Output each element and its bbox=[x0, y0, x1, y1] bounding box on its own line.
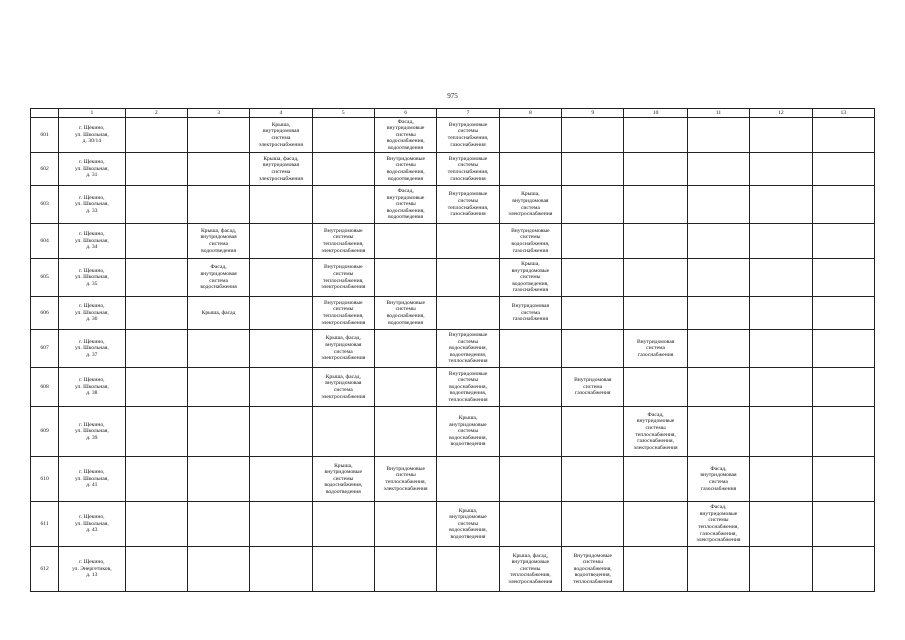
work-cell bbox=[750, 457, 812, 502]
header-row bbox=[31, 109, 875, 118]
work-cell: Внутридомовая система газоснабжения bbox=[624, 330, 687, 368]
work-cell bbox=[499, 153, 561, 186]
address-cell: г. Щекино, ул. Школьная, д. 37 bbox=[59, 330, 125, 368]
work-cell bbox=[750, 153, 812, 186]
work-cell bbox=[125, 330, 187, 368]
table-row bbox=[31, 259, 875, 297]
table-row bbox=[31, 153, 875, 186]
work-cell: Крыша, фасад, внутридомовая система водоотведения bbox=[187, 224, 249, 259]
work-cell: Фасад, внутридомовые системы водоснабжения, водоотведения bbox=[374, 118, 436, 153]
work-cell bbox=[187, 457, 249, 502]
work-cell bbox=[624, 502, 687, 547]
register-table bbox=[30, 108, 875, 592]
header-cell: 2 bbox=[125, 109, 187, 118]
header-cell: 6 bbox=[374, 109, 436, 118]
row-number-cell: 601 bbox=[31, 118, 59, 153]
work-cell bbox=[437, 457, 499, 502]
header-cell: 4 bbox=[250, 109, 312, 118]
work-cell bbox=[812, 186, 874, 224]
work-cell: Крыша, внутридомовые системы водоотведения, газоснабжения bbox=[499, 259, 561, 297]
work-cell bbox=[187, 153, 249, 186]
work-cell bbox=[437, 259, 499, 297]
work-cell bbox=[562, 224, 624, 259]
work-cell bbox=[624, 259, 687, 297]
address-cell: г. Щекино, ул. Школьная, д. 38 bbox=[59, 368, 125, 407]
work-cell bbox=[250, 457, 312, 502]
header-cell-blank bbox=[31, 109, 59, 118]
address-cell: г. Щекино, ул. Школьная, д. 31 bbox=[59, 153, 125, 186]
work-cell bbox=[562, 118, 624, 153]
work-cell: Внутридомовые системы теплоснабжения, электроснабжения bbox=[312, 259, 374, 297]
work-cell bbox=[562, 330, 624, 368]
work-cell bbox=[687, 118, 749, 153]
work-cell: Внутридомовые системы водоснабжения, водоотведения bbox=[374, 297, 436, 330]
work-cell: Крыша, фасад, внутридомовая система электроснабжения bbox=[312, 330, 374, 368]
work-cell bbox=[687, 407, 749, 457]
work-cell bbox=[562, 502, 624, 547]
row-number-cell: 602 bbox=[31, 153, 59, 186]
work-cell bbox=[812, 547, 874, 592]
work-cell bbox=[812, 118, 874, 153]
header-cell: 7 bbox=[437, 109, 499, 118]
work-cell bbox=[562, 297, 624, 330]
work-cell bbox=[499, 368, 561, 407]
work-cell bbox=[374, 368, 436, 407]
header-cell: 11 bbox=[687, 109, 749, 118]
row-number-cell: 607 bbox=[31, 330, 59, 368]
work-cell bbox=[624, 368, 687, 407]
work-cell bbox=[499, 407, 561, 457]
header-cell: 10 bbox=[624, 109, 687, 118]
header-cell: 5 bbox=[312, 109, 374, 118]
work-cell bbox=[187, 118, 249, 153]
header-cell: 1 bbox=[59, 109, 125, 118]
work-cell bbox=[187, 547, 249, 592]
work-cell: Фасад, внутридомовая система водоснабжения bbox=[187, 259, 249, 297]
work-cell bbox=[437, 297, 499, 330]
header-cell: 3 bbox=[187, 109, 249, 118]
work-cell bbox=[750, 224, 812, 259]
work-cell bbox=[312, 407, 374, 457]
table-row bbox=[31, 457, 875, 502]
work-cell: Внутридомовые системы водоснабжения, водоотведения, теплоснабжения bbox=[437, 368, 499, 407]
work-cell bbox=[687, 547, 749, 592]
work-cell bbox=[125, 224, 187, 259]
work-cell: Внутридомовые системы теплоснабжения, газоснабжения bbox=[437, 153, 499, 186]
address-cell: г. Щекино, ул. Энергетиков, д. 13 bbox=[59, 547, 125, 592]
work-cell bbox=[125, 118, 187, 153]
work-cell bbox=[812, 297, 874, 330]
work-cell bbox=[624, 153, 687, 186]
table-row bbox=[31, 547, 875, 592]
work-cell bbox=[562, 186, 624, 224]
work-cell bbox=[374, 330, 436, 368]
address-cell: г. Щекино, ул. Школьная, д. 36 bbox=[59, 297, 125, 330]
work-cell bbox=[750, 407, 812, 457]
work-cell: Внутридомовая система газоснабжения bbox=[562, 368, 624, 407]
row-number-cell: 603 bbox=[31, 186, 59, 224]
work-cell bbox=[125, 457, 187, 502]
work-cell bbox=[624, 118, 687, 153]
work-cell bbox=[624, 297, 687, 330]
work-cell: Внутридомовые системы водоснабжения, водоотведения, теплоснабжения bbox=[562, 547, 624, 592]
work-cell: Крыша, внутридомовая система электроснабжения bbox=[499, 186, 561, 224]
table-row bbox=[31, 368, 875, 407]
work-cell bbox=[750, 368, 812, 407]
work-cell: Фасад, внутридомовые системы теплоснабжения, газоснабжения, электроснабжения bbox=[624, 407, 687, 457]
work-cell bbox=[562, 457, 624, 502]
work-cell bbox=[125, 368, 187, 407]
work-cell bbox=[125, 502, 187, 547]
work-cell bbox=[812, 330, 874, 368]
work-cell bbox=[187, 186, 249, 224]
address-cell: г. Щекино, ул. Школьная, д. 39 bbox=[59, 407, 125, 457]
row-number-cell: 612 bbox=[31, 547, 59, 592]
work-cell: Фасад, внутридомовые системы водоснабжения, водоотведения bbox=[374, 186, 436, 224]
address-cell: г. Щекино, ул. Школьная, д. 33 bbox=[59, 186, 125, 224]
work-cell: Крыша, внутридомовые системы водоснабжения, водоотведения bbox=[312, 457, 374, 502]
work-cell bbox=[687, 368, 749, 407]
work-cell bbox=[750, 330, 812, 368]
work-cell: Внутридомовые системы водоснабжения, газоснабжения bbox=[499, 224, 561, 259]
work-cell bbox=[624, 457, 687, 502]
work-cell bbox=[750, 547, 812, 592]
work-cell bbox=[687, 224, 749, 259]
work-cell bbox=[812, 368, 874, 407]
table-row bbox=[31, 118, 875, 153]
row-number-cell: 606 bbox=[31, 297, 59, 330]
table-row bbox=[31, 224, 875, 259]
work-cell: Крыша, внутридомовые системы водоснабжения, водоотведения bbox=[437, 407, 499, 457]
table-body bbox=[31, 118, 875, 592]
table-row bbox=[31, 407, 875, 457]
work-cell bbox=[250, 186, 312, 224]
work-cell bbox=[187, 502, 249, 547]
work-cell bbox=[624, 186, 687, 224]
table-row bbox=[31, 502, 875, 547]
work-cell bbox=[187, 330, 249, 368]
work-cell bbox=[562, 407, 624, 457]
work-cell bbox=[562, 153, 624, 186]
work-cell: Внутридомовые системы теплоснабжения, электроснабжения bbox=[312, 224, 374, 259]
row-number-cell: 608 bbox=[31, 368, 59, 407]
row-number-cell: 609 bbox=[31, 407, 59, 457]
work-cell bbox=[312, 186, 374, 224]
work-cell bbox=[250, 224, 312, 259]
work-cell bbox=[812, 153, 874, 186]
work-cell: Фасад, внутридомовая система газоснабжения bbox=[687, 457, 749, 502]
work-cell bbox=[750, 259, 812, 297]
work-cell bbox=[125, 547, 187, 592]
address-cell: г. Щекино, ул. Школьная, д. 30/14 bbox=[59, 118, 125, 153]
row-number-cell: 610 bbox=[31, 457, 59, 502]
work-cell bbox=[312, 547, 374, 592]
work-cell: Внутридомовые системы теплоснабжения, электроснабжения bbox=[312, 297, 374, 330]
header-cell: 13 bbox=[812, 109, 874, 118]
work-cell bbox=[187, 407, 249, 457]
work-cell bbox=[250, 502, 312, 547]
work-cell bbox=[374, 547, 436, 592]
work-cell bbox=[499, 502, 561, 547]
work-cell: Крыша, фасад, внутридомовая система электроснабжения bbox=[250, 153, 312, 186]
table-row bbox=[31, 297, 875, 330]
work-cell bbox=[812, 224, 874, 259]
work-cell: Внутридомовые системы теплоснабжения, газоснабжения bbox=[437, 118, 499, 153]
address-cell: г. Щекино, ул. Школьная, д. 43 bbox=[59, 502, 125, 547]
table-row bbox=[31, 186, 875, 224]
work-cell bbox=[374, 502, 436, 547]
header-cell: 12 bbox=[750, 109, 812, 118]
work-cell bbox=[187, 368, 249, 407]
work-cell bbox=[687, 186, 749, 224]
work-cell bbox=[312, 118, 374, 153]
work-cell bbox=[499, 457, 561, 502]
work-cell bbox=[750, 502, 812, 547]
work-cell bbox=[250, 368, 312, 407]
work-cell bbox=[812, 502, 874, 547]
work-cell bbox=[312, 153, 374, 186]
work-cell bbox=[687, 153, 749, 186]
work-cell bbox=[687, 259, 749, 297]
work-cell bbox=[250, 259, 312, 297]
work-cell bbox=[250, 407, 312, 457]
work-cell bbox=[125, 259, 187, 297]
work-cell bbox=[750, 297, 812, 330]
work-cell: Крыша, фасад bbox=[187, 297, 249, 330]
header-cell: 8 bbox=[499, 109, 561, 118]
row-number-cell: 605 bbox=[31, 259, 59, 297]
work-cell: Крыша, внутридомовые системы водоснабжения, водоотведения bbox=[437, 502, 499, 547]
work-cell bbox=[250, 547, 312, 592]
work-cell: Крыша, фасад, внутридомовые системы теплоснабжения, электроснабжения bbox=[499, 547, 561, 592]
address-cell: г. Щекино, ул. Школьная, д. 41 bbox=[59, 457, 125, 502]
work-cell bbox=[812, 457, 874, 502]
work-cell bbox=[812, 259, 874, 297]
work-cell: Крыша, фасад, внутридомовая система электроснабжения bbox=[312, 368, 374, 407]
work-cell bbox=[437, 547, 499, 592]
work-cell: Внутридомовые системы теплоснабжения, газоснабжения bbox=[437, 186, 499, 224]
table-row bbox=[31, 330, 875, 368]
work-cell: Крыша, внутридомовая система электроснабжения bbox=[250, 118, 312, 153]
address-cell: г. Щекино, ул. Школьная, д. 34 bbox=[59, 224, 125, 259]
row-number-cell: 604 bbox=[31, 224, 59, 259]
work-cell bbox=[125, 153, 187, 186]
work-cell: Внутридомовые системы водоснабжения, водоотведения, теплоснабжения bbox=[437, 330, 499, 368]
work-cell bbox=[624, 547, 687, 592]
work-cell bbox=[687, 297, 749, 330]
work-cell bbox=[374, 224, 436, 259]
work-cell bbox=[312, 502, 374, 547]
work-cell bbox=[750, 186, 812, 224]
page-number: 975 bbox=[447, 92, 458, 100]
work-cell bbox=[812, 407, 874, 457]
work-cell: Внутридомовая система газоснабжения bbox=[499, 297, 561, 330]
address-cell: г. Щекино, ул. Школьная, д. 35 bbox=[59, 259, 125, 297]
work-cell bbox=[687, 330, 749, 368]
work-cell bbox=[250, 297, 312, 330]
work-cell: Фасад, внутридомовые системы теплоснабжения, газоснабжения, электроснабжения bbox=[687, 502, 749, 547]
work-cell bbox=[437, 224, 499, 259]
work-cell bbox=[125, 407, 187, 457]
work-cell bbox=[250, 330, 312, 368]
work-cell bbox=[374, 259, 436, 297]
work-cell bbox=[125, 297, 187, 330]
header-cell: 9 bbox=[562, 109, 624, 118]
work-cell bbox=[750, 118, 812, 153]
work-cell: Внутридомовые системы водоснабжения, водоотведения bbox=[374, 153, 436, 186]
work-cell: Внутридомовые системы теплоснабжения, электроснабжения bbox=[374, 457, 436, 502]
work-cell bbox=[125, 186, 187, 224]
row-number-cell: 611 bbox=[31, 502, 59, 547]
work-cell bbox=[499, 330, 561, 368]
work-cell bbox=[374, 407, 436, 457]
work-cell bbox=[562, 259, 624, 297]
work-cell bbox=[624, 224, 687, 259]
work-cell bbox=[499, 118, 561, 153]
